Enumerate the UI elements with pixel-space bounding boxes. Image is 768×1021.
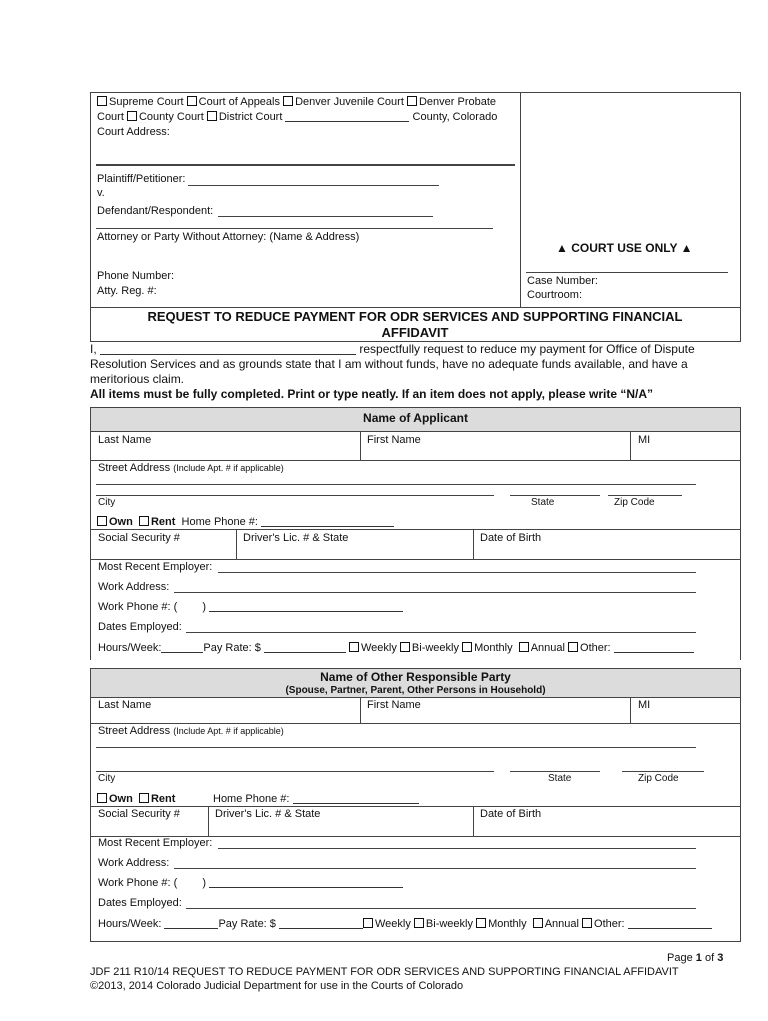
- other-other-field[interactable]: [628, 918, 712, 929]
- mi-label: MI: [638, 434, 651, 446]
- page-of: of: [704, 952, 715, 964]
- court-of-appeals-checkbox[interactable]: [187, 96, 197, 106]
- other-mi-label: MI: [638, 699, 651, 711]
- other-employer-label: Most Recent Employer:: [98, 837, 213, 849]
- other-pay-rate-field[interactable]: [279, 918, 363, 929]
- other-hours-pay-row: [98, 918, 712, 931]
- other-city-label: City: [98, 773, 116, 784]
- section-left-border: [90, 460, 91, 660]
- dates-employed-field[interactable]: [186, 632, 696, 633]
- other-work-phone-paren: ): [202, 877, 207, 889]
- form-id-footer: JDF 211 R10/14 REQUEST TO REDUCE PAYMENT FOR ODR SERVICES AND SUPPORTING FINANCIAL AFFIDAVIT: [90, 966, 679, 978]
- work-phone-label: Work Phone #: (: [98, 601, 178, 613]
- last-name-label: Last Name: [98, 434, 152, 446]
- other-work-phone-field[interactable]: [209, 877, 403, 888]
- work-phone-paren: ): [202, 601, 207, 613]
- rent-checkbox[interactable]: [139, 516, 149, 526]
- other-field[interactable]: [614, 642, 694, 653]
- county-court-label: County Court: [138, 111, 204, 123]
- triangle-up-icon: ▲: [680, 241, 693, 255]
- plaintiff-field[interactable]: [188, 185, 439, 186]
- other-street-address-field[interactable]: [96, 747, 696, 748]
- court-address-rule: [96, 164, 515, 166]
- attorney-label: Attorney or Party Without Attorney: (Name & Address): [97, 231, 360, 243]
- caption-box: [90, 92, 741, 308]
- courts-line-2: [97, 111, 497, 124]
- denver-juvenile-checkbox[interactable]: [283, 96, 293, 106]
- other-label: Other:: [580, 642, 611, 654]
- courtroom-label: Courtroom:: [527, 289, 583, 301]
- plaintiff-label: Plaintiff/Petitioner:: [97, 173, 186, 185]
- other-hours-week-label: Hours/Week:: [98, 918, 162, 930]
- other-work-phone-row: [98, 877, 403, 890]
- biweekly-checkbox[interactable]: [400, 642, 410, 652]
- applicant-header-label: Name of Applicant: [363, 411, 468, 425]
- intro-line-1: [90, 342, 695, 357]
- pay-rate-field[interactable]: [264, 642, 346, 653]
- own-rent-row: [97, 516, 394, 529]
- court-of-appeals-label: Court of Appeals: [198, 96, 280, 108]
- work-address-label: Work Address:: [98, 581, 170, 593]
- divider: [630, 431, 631, 461]
- street-address-field[interactable]: [96, 484, 696, 485]
- other-home-phone-label: Home Phone #:: [213, 793, 290, 805]
- annual-label: Annual: [530, 642, 565, 654]
- employer-label: Most Recent Employer:: [98, 561, 213, 573]
- form-title: REQUEST TO REDUCE PAYMENT FOR ODR SERVICES AND SUPPORTING FINANCIAL AFFIDAVIT: [147, 309, 683, 340]
- denver-juvenile-label: Denver Juvenile Court: [295, 96, 404, 108]
- ssn-label: Social Security #: [98, 532, 180, 544]
- work-phone-row: [98, 601, 403, 614]
- other-employer-field[interactable]: [218, 848, 696, 849]
- own-label: Own: [109, 516, 133, 528]
- other-dates-employed-label: Dates Employed:: [98, 897, 182, 909]
- street-address-label: [98, 462, 284, 475]
- applicant-id-row: [90, 529, 741, 560]
- other-home-phone-field[interactable]: [293, 793, 419, 804]
- divider: [208, 806, 209, 837]
- other-work-phone-label: Work Phone #: (: [98, 877, 178, 889]
- page-indicator: [667, 952, 723, 965]
- defendant-field[interactable]: [218, 216, 433, 217]
- dob-label: Date of Birth: [480, 532, 542, 544]
- attorney-rule: [96, 228, 493, 229]
- case-number-rule: [526, 272, 728, 273]
- court-address-label: Court Address:: [97, 126, 170, 138]
- district-court-label: District Court: [218, 111, 283, 123]
- denver-probate-label: Denver Probate: [418, 96, 497, 108]
- other-home-phone-row: [213, 793, 419, 806]
- section-right-border: [740, 460, 741, 660]
- divider: [360, 697, 361, 724]
- supreme-court-label: Supreme Court: [109, 96, 184, 108]
- own-checkbox[interactable]: [97, 516, 107, 526]
- other-zip-label: Zip Code: [638, 773, 679, 784]
- hours-week-label: Hours/Week:: [98, 642, 162, 654]
- page-prefix: Page: [667, 952, 693, 964]
- drivers-lic-label: Driver's Lic. # & State: [243, 532, 349, 544]
- state-field[interactable]: [510, 495, 600, 496]
- phone-label: Phone Number:: [97, 270, 175, 282]
- supreme-court-checkbox[interactable]: [97, 96, 107, 106]
- other-id-row: [90, 806, 741, 837]
- divider: [473, 529, 474, 560]
- county-name-field[interactable]: [285, 111, 409, 122]
- intro-i: I,: [90, 342, 97, 356]
- page-number: 1: [695, 952, 702, 964]
- county-colorado-label: County, Colorado: [412, 111, 498, 123]
- first-name-label: First Name: [367, 434, 421, 446]
- home-phone-label: Home Phone #:: [181, 516, 258, 528]
- other-hours-week-field[interactable]: [164, 918, 218, 929]
- other-state-label: State: [548, 773, 572, 784]
- other-work-address-field[interactable]: [174, 868, 696, 869]
- other-other-label: Other:: [594, 918, 625, 930]
- intro-request-text: respectfully request to reduce my payment for Office of Dispute: [359, 342, 695, 356]
- triangle-up-icon: ▲: [556, 241, 568, 255]
- other-biweekly-checkbox[interactable]: [414, 918, 424, 928]
- intro-line-3: meritorious claim.: [90, 372, 185, 386]
- city-label: City: [98, 497, 116, 508]
- other-weekly-label: Weekly: [374, 918, 411, 930]
- versus-label: v.: [97, 187, 105, 199]
- intro-line-2: Resolution Services and as grounds state that I am without funds, have no adequate funds available, and have a: [90, 357, 688, 371]
- other-rent-label: Rent: [150, 793, 176, 805]
- other-other-checkbox[interactable]: [582, 918, 592, 928]
- annual-checkbox[interactable]: [519, 642, 529, 652]
- other-party-header-label: Name of Other Responsible Party: [320, 670, 511, 684]
- weekly-label: Weekly: [360, 642, 397, 654]
- biweekly-label: Bi-weekly: [411, 642, 459, 654]
- case-number-label: Case Number:: [527, 275, 598, 287]
- monthly-label: Monthly: [474, 642, 513, 654]
- street-address-note: (Include Apt. # if applicable): [173, 463, 284, 473]
- zip-label: Zip Code: [614, 497, 655, 508]
- other-annual-checkbox[interactable]: [533, 918, 543, 928]
- divider: [630, 697, 631, 724]
- monthly-checkbox[interactable]: [462, 642, 472, 652]
- court-use-only-row: [556, 242, 693, 255]
- other-dob-label: Date of Birth: [480, 808, 542, 820]
- other-party-subheader: (Spouse, Partner, Parent, Other Persons in Household): [285, 685, 546, 696]
- divider: [473, 806, 474, 837]
- street-address-text: Street Address: [98, 462, 171, 474]
- court-use-only-label: COURT USE ONLY: [571, 241, 678, 255]
- home-phone-field[interactable]: [261, 516, 394, 527]
- other-own-rent-row: [97, 793, 175, 806]
- other-dates-employed-field[interactable]: [186, 908, 696, 909]
- defendant-label: Defendant/Respondent:: [97, 205, 214, 217]
- work-phone-field[interactable]: [209, 601, 403, 612]
- county-court-checkbox[interactable]: [127, 111, 137, 121]
- other-first-name-label: First Name: [367, 699, 421, 711]
- city-field[interactable]: [96, 495, 494, 496]
- other-last-name-label: Last Name: [98, 699, 152, 711]
- atty-reg-label: Atty. Reg. #:: [97, 285, 157, 297]
- other-drivers-lic-label: Driver's Lic. # & State: [215, 808, 321, 820]
- hours-week-field[interactable]: [161, 642, 203, 653]
- copyright-footer: ©2013, 2014 Colorado Judicial Department for use in the Courts of Colorado: [90, 980, 464, 992]
- pay-rate-label: Pay Rate: $: [203, 642, 261, 654]
- other-weekly-checkbox[interactable]: [363, 918, 373, 928]
- rent-label: Rent: [150, 516, 176, 528]
- other-city-field[interactable]: [96, 771, 494, 772]
- hours-pay-row: [98, 642, 694, 655]
- other-street-address-note: (Include Apt. # if applicable): [173, 726, 284, 736]
- employer-field[interactable]: [218, 572, 696, 573]
- instruction-text: All items must be fully completed. Print or type neatly. If an item does not apply, please write “N/A”: [90, 387, 654, 401]
- court-label: Court: [97, 111, 124, 123]
- divider: [236, 529, 237, 560]
- other-monthly-checkbox[interactable]: [476, 918, 486, 928]
- applicant-name-field[interactable]: [100, 344, 356, 355]
- state-label: State: [531, 497, 555, 508]
- other-ssn-label: Social Security #: [98, 808, 180, 820]
- denver-probate-checkbox[interactable]: [407, 96, 417, 106]
- other-own-checkbox[interactable]: [97, 793, 107, 803]
- other-work-address-label: Work Address:: [98, 857, 170, 869]
- divider: [360, 431, 361, 461]
- other-street-address-label: [98, 725, 284, 738]
- weekly-checkbox[interactable]: [349, 642, 359, 652]
- district-court-checkbox[interactable]: [207, 111, 217, 121]
- other-pay-rate-label: Pay Rate: $: [218, 918, 276, 930]
- other-monthly-label: Monthly: [488, 918, 527, 930]
- other-biweekly-label: Bi-weekly: [425, 918, 473, 930]
- other-annual-label: Annual: [544, 918, 579, 930]
- other-rent-checkbox[interactable]: [139, 793, 149, 803]
- dates-employed-label: Dates Employed:: [98, 621, 182, 633]
- other-own-label: Own: [109, 793, 133, 805]
- work-address-field[interactable]: [174, 592, 696, 593]
- courts-line-1: [97, 96, 496, 109]
- caption-divider: [520, 92, 521, 308]
- other-checkbox[interactable]: [568, 642, 578, 652]
- page-total: 3: [717, 952, 724, 964]
- other-street-address-text: Street Address: [98, 725, 171, 737]
